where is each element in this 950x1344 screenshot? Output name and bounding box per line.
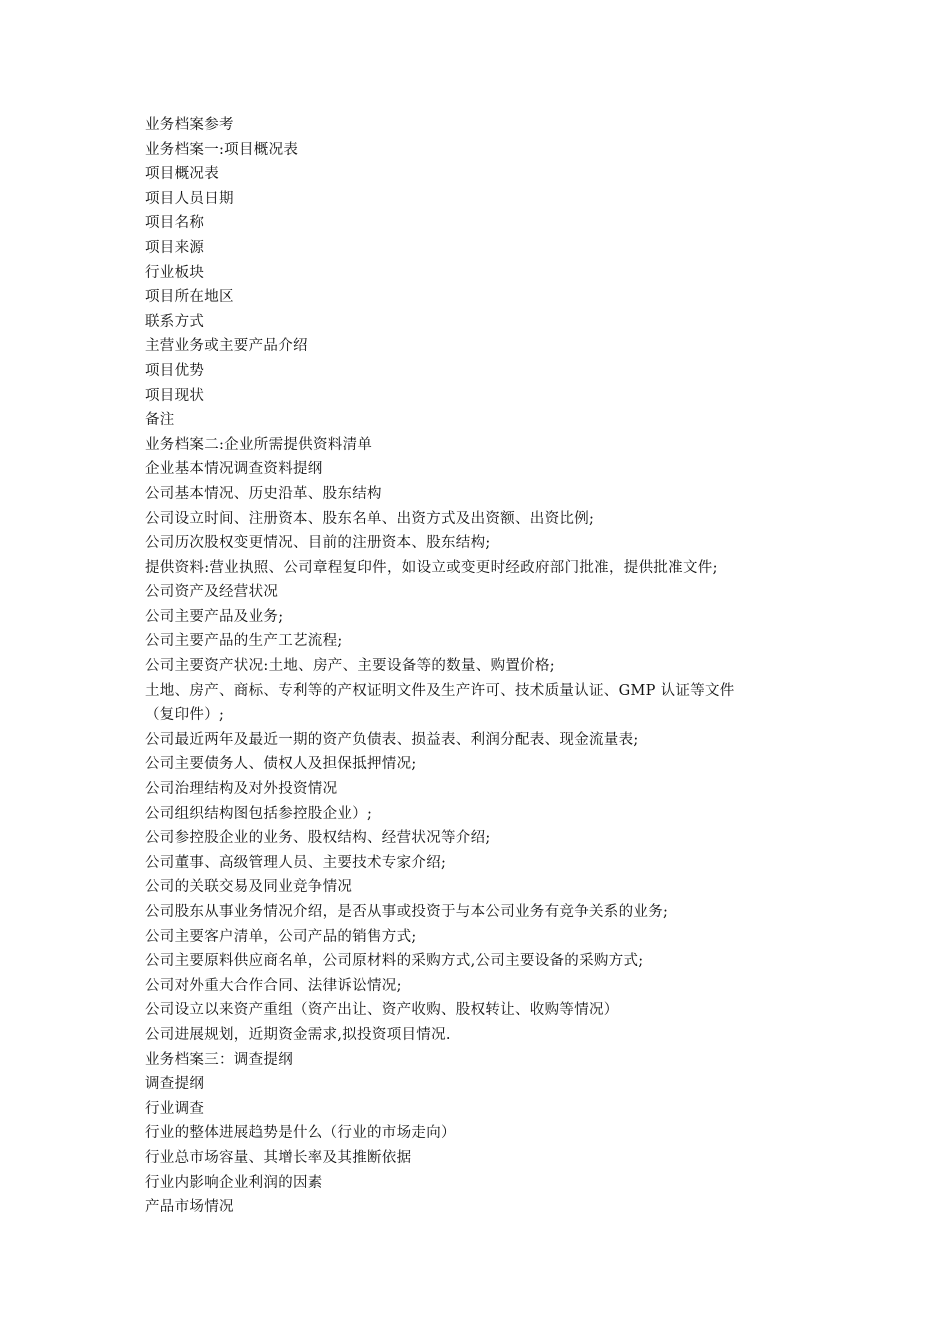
text-line: 项目现状: [145, 387, 205, 404]
text-line: 提供资料:营业执照、公司章程复印件，如设立或变更时经政府部门批准，提供批准文件;: [145, 559, 718, 576]
section-heading-1: 业务档案一:项目概况表: [145, 141, 299, 158]
text-line: 项目人员日期: [145, 190, 234, 207]
text-line: 行业调查: [145, 1100, 205, 1117]
text-line: （复印件）;: [145, 707, 225, 724]
text-line: 公司主要客户清单，公司产品的销售方式;: [145, 928, 417, 945]
text-line: 公司资产及经营状况: [145, 584, 279, 601]
text-line: 行业板块: [145, 264, 205, 281]
text-line: 公司的关联交易及同业竞争情况: [145, 879, 353, 896]
text-line: 产品市场情况: [145, 1199, 234, 1216]
text-line: 公司主要产品及业务;: [145, 608, 284, 625]
text-line: 项目概况表: [145, 166, 219, 183]
text-line: 公司最近两年及最近一期的资产负债表、损益表、利润分配表、现金流量表;: [145, 731, 639, 748]
text-line: 项目优势: [145, 362, 205, 379]
text-line: 土地、房产、商标、专利等的产权证明文件及生产许可、技术质量认证、GMP 认证等文件: [145, 682, 735, 699]
text-line: 行业内影响企业利润的因素: [145, 1174, 323, 1191]
text-line: 公司基本情况、历史沿革、股东结构: [145, 485, 382, 502]
text-line: 备注: [145, 412, 175, 429]
text-line: 公司股东从事业务情况介绍，是否从事或投资于与本公司业务有竞争关系的业务;: [145, 904, 669, 920]
text-line: 公司对外重大合作合同、法律诉讼情况;: [145, 977, 402, 994]
text-line: 公司设立时间、注册资本、股东名单、出资方式及出资额、出资比例;: [145, 510, 595, 527]
text-line: 调查提纲: [145, 1076, 205, 1093]
text-line: 项目名称: [145, 215, 205, 232]
text-line: 行业总市场容量、其增长率及其推断依据: [145, 1149, 412, 1166]
section-heading-2: 业务档案二:企业所需提供资料清单: [145, 436, 373, 453]
text-line: 公司主要原料供应商名单，公司原材料的采购方式,公司主要设备的采购方式;: [145, 953, 644, 970]
text-line: 项目所在地区: [145, 289, 234, 306]
text-line: 公司主要产品的生产工艺流程;: [145, 633, 343, 650]
text-line: 公司设立以来资产重组（资产出让、资产收购、股权转让、收购等情况）: [145, 1002, 619, 1019]
text-line: 企业基本情况调查资料提纲: [145, 461, 323, 478]
text-line: 项目来源: [145, 239, 205, 256]
document-title: 业务档案参考: [145, 117, 234, 133]
text-line: 公司治理结构及对外投资情况: [145, 781, 338, 798]
document-body: [145, 113, 785, 1220]
text-line: 公司董事、高级管理人员、主要技术专家介绍;: [145, 854, 447, 871]
text-line: 行业的整体进展趋势是什么（行业的市场走向）: [145, 1125, 456, 1142]
section-heading-3: 业务档案三：调查提纲: [145, 1051, 293, 1068]
text-line: 公司历次股权变更情况、目前的注册资本、股东结构;: [145, 535, 491, 552]
text-line: 公司进展规划，近期资金需求,拟投资项目情况.: [145, 1026, 451, 1043]
text-line: 公司组织结构图包括参控股企业）;: [145, 805, 373, 822]
text-line: 主营业务或主要产品介绍: [145, 338, 308, 355]
text-line: 公司主要资产状况:土地、房产、主要设备等的数量、购置价格;: [145, 658, 555, 675]
text-line: 公司主要债务人、债权人及担保抵押情况;: [145, 756, 417, 773]
text-line: 联系方式: [145, 313, 205, 330]
text-line: 公司参控股企业的业务、股权结构、经营状况等介绍;: [145, 830, 491, 847]
